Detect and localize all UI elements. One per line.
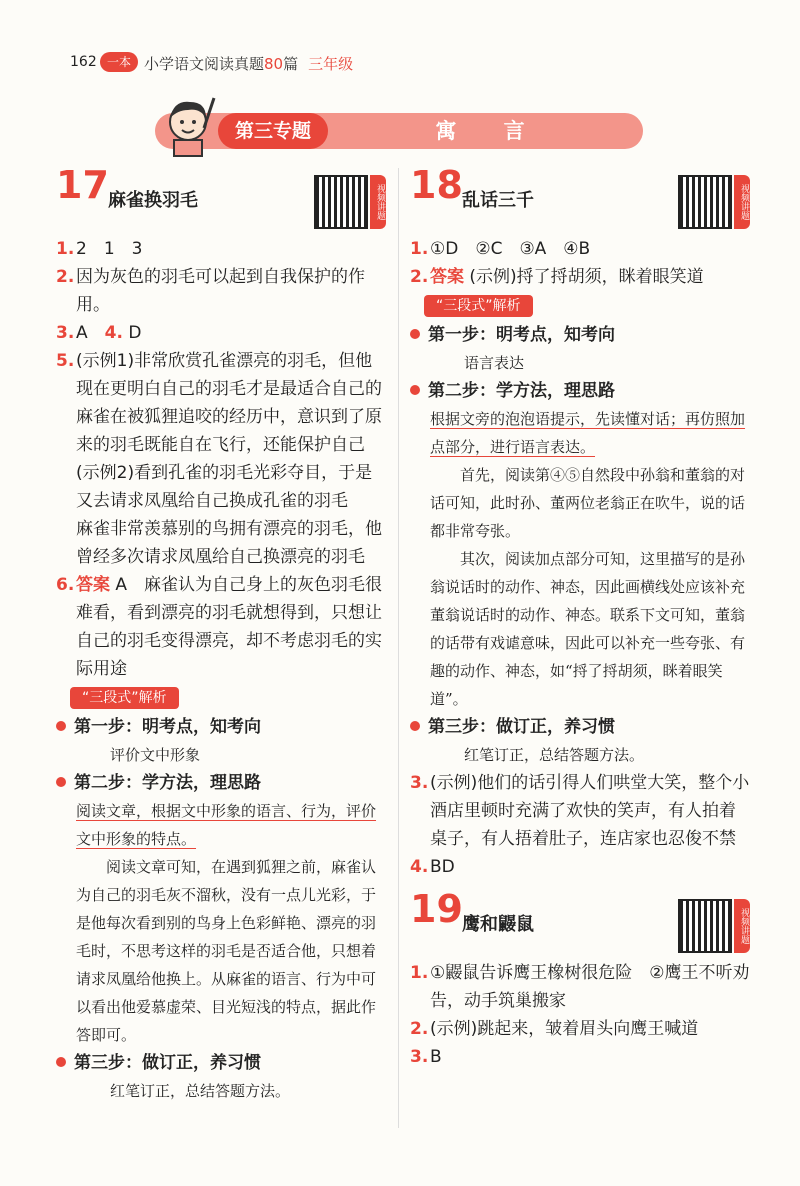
analysis-pill: “三段式”解析 <box>70 687 179 709</box>
section-number: 19 <box>410 887 463 931</box>
step-body: 红笔订正，总结答题方法。 <box>464 746 645 764</box>
step-body: 阅读文章，根据文中形象的语言、行为，评价文中形象的特点。 <box>76 802 377 848</box>
step-heading: 第三步：做订正，养习惯 <box>56 1049 386 1077</box>
answer-text: B <box>430 1047 442 1067</box>
qr-code-icon <box>314 175 368 229</box>
mascot-icon <box>160 88 220 158</box>
answer-item: 3. B <box>410 1047 442 1067</box>
step-body: 根据文旁的泡泡语提示，先读懂对话；再仿照加点部分，进行语言表达。 <box>430 410 746 456</box>
answer-text: 麻雀非常羡慕别的鸟拥有漂亮的羽毛，他曾经多次请求凤凰给自己换漂亮的羽毛 <box>76 519 382 567</box>
section-title: 鹰和鼹鼠 <box>462 914 534 935</box>
step-paragraph: 阅读文章可知，在遇到狐狸之前，麻雀认为自己的羽毛灰不溜秋，没有一点儿光彩，于是他每次看到别的鸟身上色彩鲜艳、漂亮的羽毛时，不思考这样的羽毛是否适合他，只想着请求凤凰给他换上。从麻雀的语言、行为中可以看出他爱慕虚荣、目光短浅的特点，据此作答即可。 <box>76 858 377 1044</box>
book-logo: 一本 <box>100 52 138 72</box>
topic-label: 第三专题 <box>218 113 328 149</box>
answer-text: D <box>128 323 142 343</box>
analysis-pill: “三段式”解析 <box>424 295 533 317</box>
book-unit: 篇 <box>283 55 299 73</box>
answer-item: 4. BD <box>410 857 455 877</box>
answer-text: (示例)跳起来，皱着眉头向鹰王喊道 <box>430 1019 699 1039</box>
step-body: 红笔订正，总结答题方法。 <box>110 1082 291 1100</box>
answer-item: 1. ①鼹鼠告诉鹰王橡树很危险 ②鹰王不听劝告，动手筑巢搬家 <box>410 963 750 1011</box>
step-body: 评价文中形象 <box>110 746 201 764</box>
video-tag: 视频讲题 <box>734 899 750 953</box>
step-paragraph: 其次，阅读加点部分可知，这里描写的是孙翁说话时的动作、神态，因此画横线处应该补充董翁说话时的动作、神态。联系下文可知，董翁的话带有戏谑意味，因此可以补充一些夸张、有趣的动作、神态，如“捋了捋胡须，眯着眼笑道”。 <box>430 550 746 708</box>
answer-item: 3. A 4. D <box>56 323 142 343</box>
section-title: 麻雀换羽毛 <box>108 190 198 211</box>
left-column <box>56 163 386 1105</box>
answer-text: ①鼹鼠告诉鹰王橡树很危险 ②鹰王不听劝告，动手筑巢搬家 <box>430 963 750 1011</box>
column-divider <box>398 168 399 1128</box>
step-heading: 第二步：学方法，理思路 <box>56 769 386 797</box>
step-heading: 第三步：做订正，养习惯 <box>410 713 750 741</box>
section-title: 乱话三千 <box>462 190 534 211</box>
qr-code[interactable] <box>314 175 386 229</box>
answer-text: ①D ②C ③A ④B <box>430 239 591 259</box>
step-paragraph: 首先，阅读第④⑤自然段中孙翁和董翁的对话可知，此时孙、董两位老翁正在吹牛，说的话都非常夸张。 <box>430 466 746 540</box>
answer-item: 2. 答案 (示例)捋了捋胡须，眯着眼笑道 <box>410 267 704 287</box>
qr-code-icon <box>678 175 732 229</box>
step-body: 语言表达 <box>464 354 525 372</box>
answer-text: BD <box>430 857 455 877</box>
qr-code-icon <box>678 899 732 953</box>
answer-item: 1. 2 1 3 <box>56 239 143 259</box>
section-18-header <box>410 163 750 223</box>
answer-item: 5. (示例1)非常欣赏孔雀漂亮的羽毛，但他现在更明白自己的羽毛才是最适合自己的 麻雀在被狐狸追咬的经历中，意识到了原来的羽毛既能自在飞行，还能保护自己 (示例2)看到孔雀的羽毛光彩夺目，于是又去请求凤凰给自己换成孔雀的羽毛 麻雀非常羡慕别的鸟拥有漂亮的羽毛，他曾经多次请求凤凰给自己换漂亮的羽毛 <box>56 347 386 571</box>
answer-item: 3. (示例)他们的话引得人们哄堂大笑，整个小酒店里顿时充满了欢快的笑声，有人拍着桌子，有人捂着肚子，连店家也忍俊不禁 <box>410 773 750 849</box>
section-number: 17 <box>56 163 109 207</box>
answer-text: (示例2)看到孔雀的羽毛光彩夺目，于是又去请求凤凰给自己换成孔雀的羽毛 <box>76 463 373 511</box>
answer-item: 2. 因为灰色的羽毛可以起到自我保护的作用。 <box>56 267 365 315</box>
qr-code[interactable] <box>678 175 750 229</box>
page-number: 162 <box>70 54 97 70</box>
answer-label: 答案 <box>430 267 464 287</box>
answer-item: 1. ①D ②C ③A ④B <box>410 239 591 259</box>
book-title <box>144 53 353 74</box>
answer-text: A <box>76 323 88 343</box>
answer-item: 2. (示例)跳起来，皱着眉头向鹰王喊道 <box>410 1019 699 1039</box>
video-tag: 视频讲题 <box>370 175 386 229</box>
grade-label: 三年级 <box>308 55 354 73</box>
answer-text: (示例1)非常欣赏孔雀漂亮的羽毛，但他现在更明白自己的羽毛才是最适合自己的 <box>76 351 382 399</box>
step-heading: 第二步：学方法，理思路 <box>410 377 750 405</box>
step-heading: 第一步：明考点，知考向 <box>56 713 386 741</box>
qr-code[interactable] <box>678 899 750 953</box>
answer-text: (示例)捋了捋胡须，眯着眼笑道 <box>469 267 704 287</box>
video-tag: 视频讲题 <box>734 175 750 229</box>
answer-text: 2 1 3 <box>76 239 143 259</box>
answer-label: 答案 <box>76 575 110 595</box>
answer-item: 6. 答案 A 麻雀认为自己身上的灰色羽毛很难看，看到漂亮的羽毛就想得到，只想让自己的羽毛变得漂亮，却不考虑羽毛的实际用途 <box>56 575 383 679</box>
step-heading: 第一步：明考点，知考向 <box>410 321 750 349</box>
right-column <box>410 163 750 1071</box>
answer-text: 因为灰色的羽毛可以起到自我保护的作用。 <box>76 267 365 315</box>
book-count: 80 <box>264 55 284 73</box>
book-title-text: 小学语文阅读真题 <box>144 55 265 73</box>
section-19-header <box>410 887 750 947</box>
section-number: 18 <box>410 163 463 207</box>
answer-text: (示例)他们的话引得人们哄堂大笑，整个小酒店里顿时充满了欢快的笑声，有人拍着桌子，有人捂着肚子，连店家也忍俊不禁 <box>430 773 750 849</box>
answer-text: A 麻雀认为自己身上的灰色羽毛很难看，看到漂亮的羽毛就想得到，只想让自己的羽毛变得漂亮，却不考虑羽毛的实际用途 <box>76 575 383 679</box>
section-17-header <box>56 163 386 223</box>
theme-label: 寓 言 <box>435 119 545 143</box>
answer-text: 麻雀在被狐狸追咬的经历中，意识到了原来的羽毛既能自在飞行，还能保护自己 <box>76 407 382 455</box>
